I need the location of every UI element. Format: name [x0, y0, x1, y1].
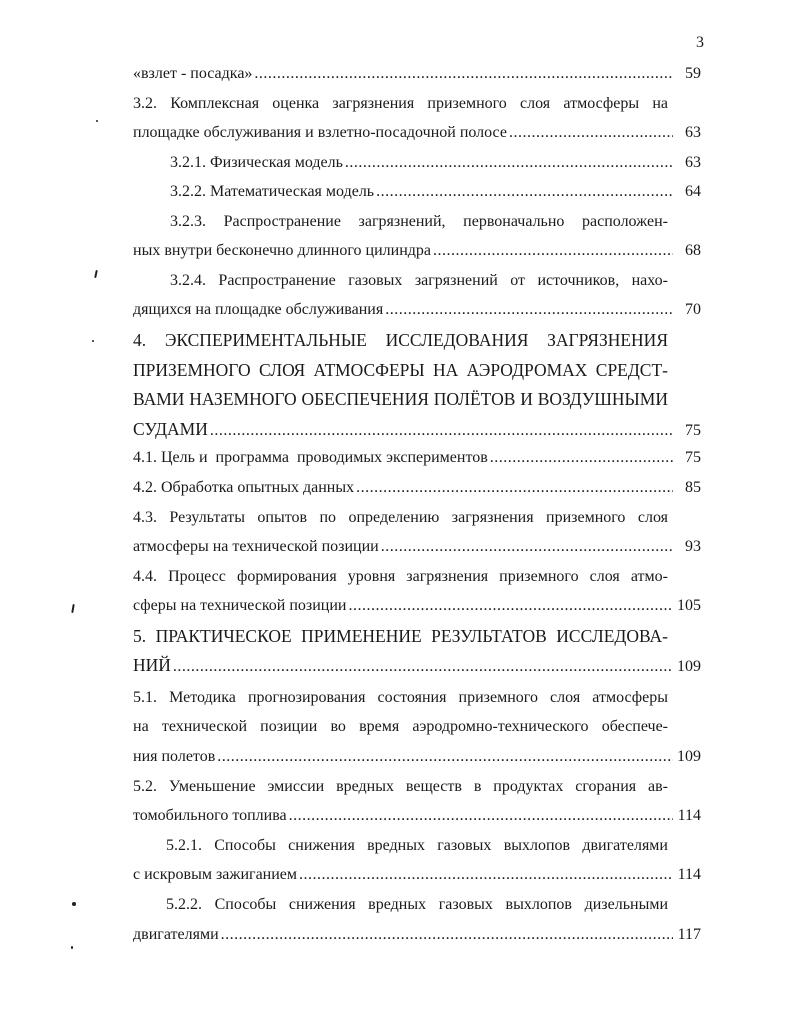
toc-entry-5-2-2: 5.2.2. Способы снижения вредных газовых выхлопов дизельными: [166, 896, 668, 913]
toc-entry-text: атмосферы на технической позиции: [133, 538, 379, 555]
page-number: 3: [696, 34, 704, 51]
toc-entry-5-2: 5.2. Уменьшение эмиссии вредных веществ в продуктах сгорания ав-: [133, 778, 668, 795]
toc-chapter-4-line-4: [133, 415, 701, 443]
toc-page-number: 109: [677, 658, 701, 675]
toc-entry-text: ния полетов: [133, 748, 216, 765]
toc-chapter-5-line-1: 5. ПРАКТИЧЕСКОЕ ПРИМЕНЕНИЕ РЕЗУЛЬТАТОВ ИССЛЕДОВА-: [133, 626, 668, 646]
toc-page-number: 105: [677, 597, 701, 614]
toc-entry-4-4-cont: [133, 592, 701, 620]
toc-entry-4-3: 4.3. Результаты опытов по определению загрязнения приземного слоя: [133, 509, 668, 526]
dot-leader: [173, 653, 673, 679]
dot-leader: [299, 861, 673, 889]
toc-entry-text: 3.2.1. Физическая модель: [170, 154, 343, 171]
dot-leader: [254, 60, 673, 88]
toc-entry-text: ных внутри бесконечно длинного цилиндра: [133, 242, 431, 259]
toc-page-number: 93: [685, 538, 701, 555]
dot-leader: [509, 119, 673, 147]
toc-entry-3-2: 3.2. Комплексная оценка загрязнения приземного слоя атмосферы на: [133, 95, 668, 112]
toc-entry-3-2-3-cont: [133, 237, 701, 265]
dot-leader: [433, 237, 673, 265]
toc-entry-5-2-2-cont: [133, 921, 701, 949]
scan-speck: [71, 946, 73, 949]
toc-entry-text: НИЙ: [133, 655, 171, 675]
toc-entry-text: сферы на технической позиции: [133, 597, 347, 614]
scan-speck: [71, 604, 75, 613]
toc-page-number: 75: [685, 449, 701, 466]
scan-speck: [92, 340, 94, 342]
dot-leader: [385, 296, 673, 324]
toc-entry-3-2-3: 3.2.3. Распространение загрязнений, первоначально расположен-: [170, 213, 668, 230]
toc-page-number: 114: [677, 866, 701, 883]
toc-entry-text: томобильного топлива: [133, 807, 287, 824]
dot-leader: [376, 178, 673, 206]
toc-page-number: 85: [685, 479, 701, 496]
toc-entry-text: с искровым зажиганием: [133, 866, 298, 883]
toc-entry-text: площадке обслуживания и взлетно-посадочной полосе: [133, 124, 507, 141]
toc-chapter-5-line-2: [133, 651, 701, 679]
toc-entry-5-2-1-cont: [133, 861, 701, 889]
dot-leader: [345, 149, 673, 177]
toc-page-number: 64: [685, 183, 701, 200]
dot-leader: [217, 743, 673, 771]
toc-entry-5-1: 5.1. Методика прогнозирования состояния приземного слоя атмосферы: [133, 689, 668, 706]
toc-chapter-4-line-3: ВАМИ НАЗЕМНОГО ОБЕСПЕЧЕНИЯ ПОЛЁТОВ И ВОЗДУШНЫМИ: [133, 389, 668, 409]
toc-page-number: 109: [677, 748, 701, 765]
toc-page-number: 59: [685, 65, 701, 82]
toc-chapter-4-line-2: ПРИЗЕМНОГО СЛОЯ АТМОСФЕРЫ НА АЭРОДРОМАХ СРЕДСТ-: [133, 360, 668, 380]
toc-entry-text: дящихся на площадке обслуживания: [133, 301, 384, 318]
dot-leader: [221, 921, 673, 949]
toc-entry-text: «взлет - посадка»: [133, 65, 253, 82]
toc-entry-5-2-1: 5.2.1. Способы снижения вредных газовых выхлопов двигателями: [166, 837, 668, 854]
toc-entry-5-2-cont: [133, 802, 701, 830]
toc-page-number: 75: [685, 422, 701, 439]
toc-entry-text: 3.2.2. Математическая модель: [170, 183, 375, 200]
toc-page-number: 114: [677, 807, 701, 824]
toc-page-number: 117: [677, 926, 701, 943]
dot-leader: [349, 592, 674, 620]
toc-entry-3-2-2: [170, 178, 701, 206]
toc-entry-3-2-1: [170, 149, 701, 177]
dot-leader: [490, 444, 673, 472]
dot-leader: [289, 802, 673, 830]
toc-entry-text: 4.2. Обработка опытных данных: [133, 479, 355, 496]
scan-speck: [96, 120, 98, 122]
toc-page-number: 68: [685, 242, 701, 259]
toc-entry-5-1-cont: [133, 743, 701, 771]
toc-entry-text: двигателями: [133, 926, 219, 943]
toc-entry-3-2-cont: [133, 119, 701, 147]
dot-leader: [356, 474, 673, 502]
scan-speck: [72, 902, 76, 906]
toc-entry-4-4: 4.4. Процесс формирования уровня загрязнения приземного слоя атмо-: [133, 568, 668, 585]
toc-page-number: 63: [685, 154, 701, 171]
toc-entry-vzlet-posadka: [133, 60, 701, 88]
toc-page-number: 70: [685, 301, 701, 318]
toc-entry-4-3-cont: [133, 533, 701, 561]
toc-entry-4-1: [133, 444, 701, 472]
scan-speck: [94, 270, 98, 278]
toc-entry-3-2-4-cont: [133, 296, 701, 324]
toc-entry-5-1-line-2: на технической позиции во время аэродромно-технического обеспече-: [133, 718, 668, 735]
toc-chapter-4-line-1: 4. ЭКСПЕРИМЕНТАЛЬНЫЕ ИССЛЕДОВАНИЯ ЗАГРЯЗНЕНИЯ: [133, 330, 668, 350]
toc-entry-3-2-4: 3.2.4. Распространение газовых загрязнений от источников, нахо-: [170, 272, 668, 289]
toc-page-number: 63: [685, 124, 701, 141]
toc-entry-text: 4.1. Цель и программа проводимых экспериментов: [133, 449, 488, 466]
toc-entry-4-2: [133, 474, 701, 502]
dot-leader: [210, 417, 673, 443]
dot-leader: [381, 533, 673, 561]
toc-entry-text: СУДАМИ: [133, 419, 208, 439]
